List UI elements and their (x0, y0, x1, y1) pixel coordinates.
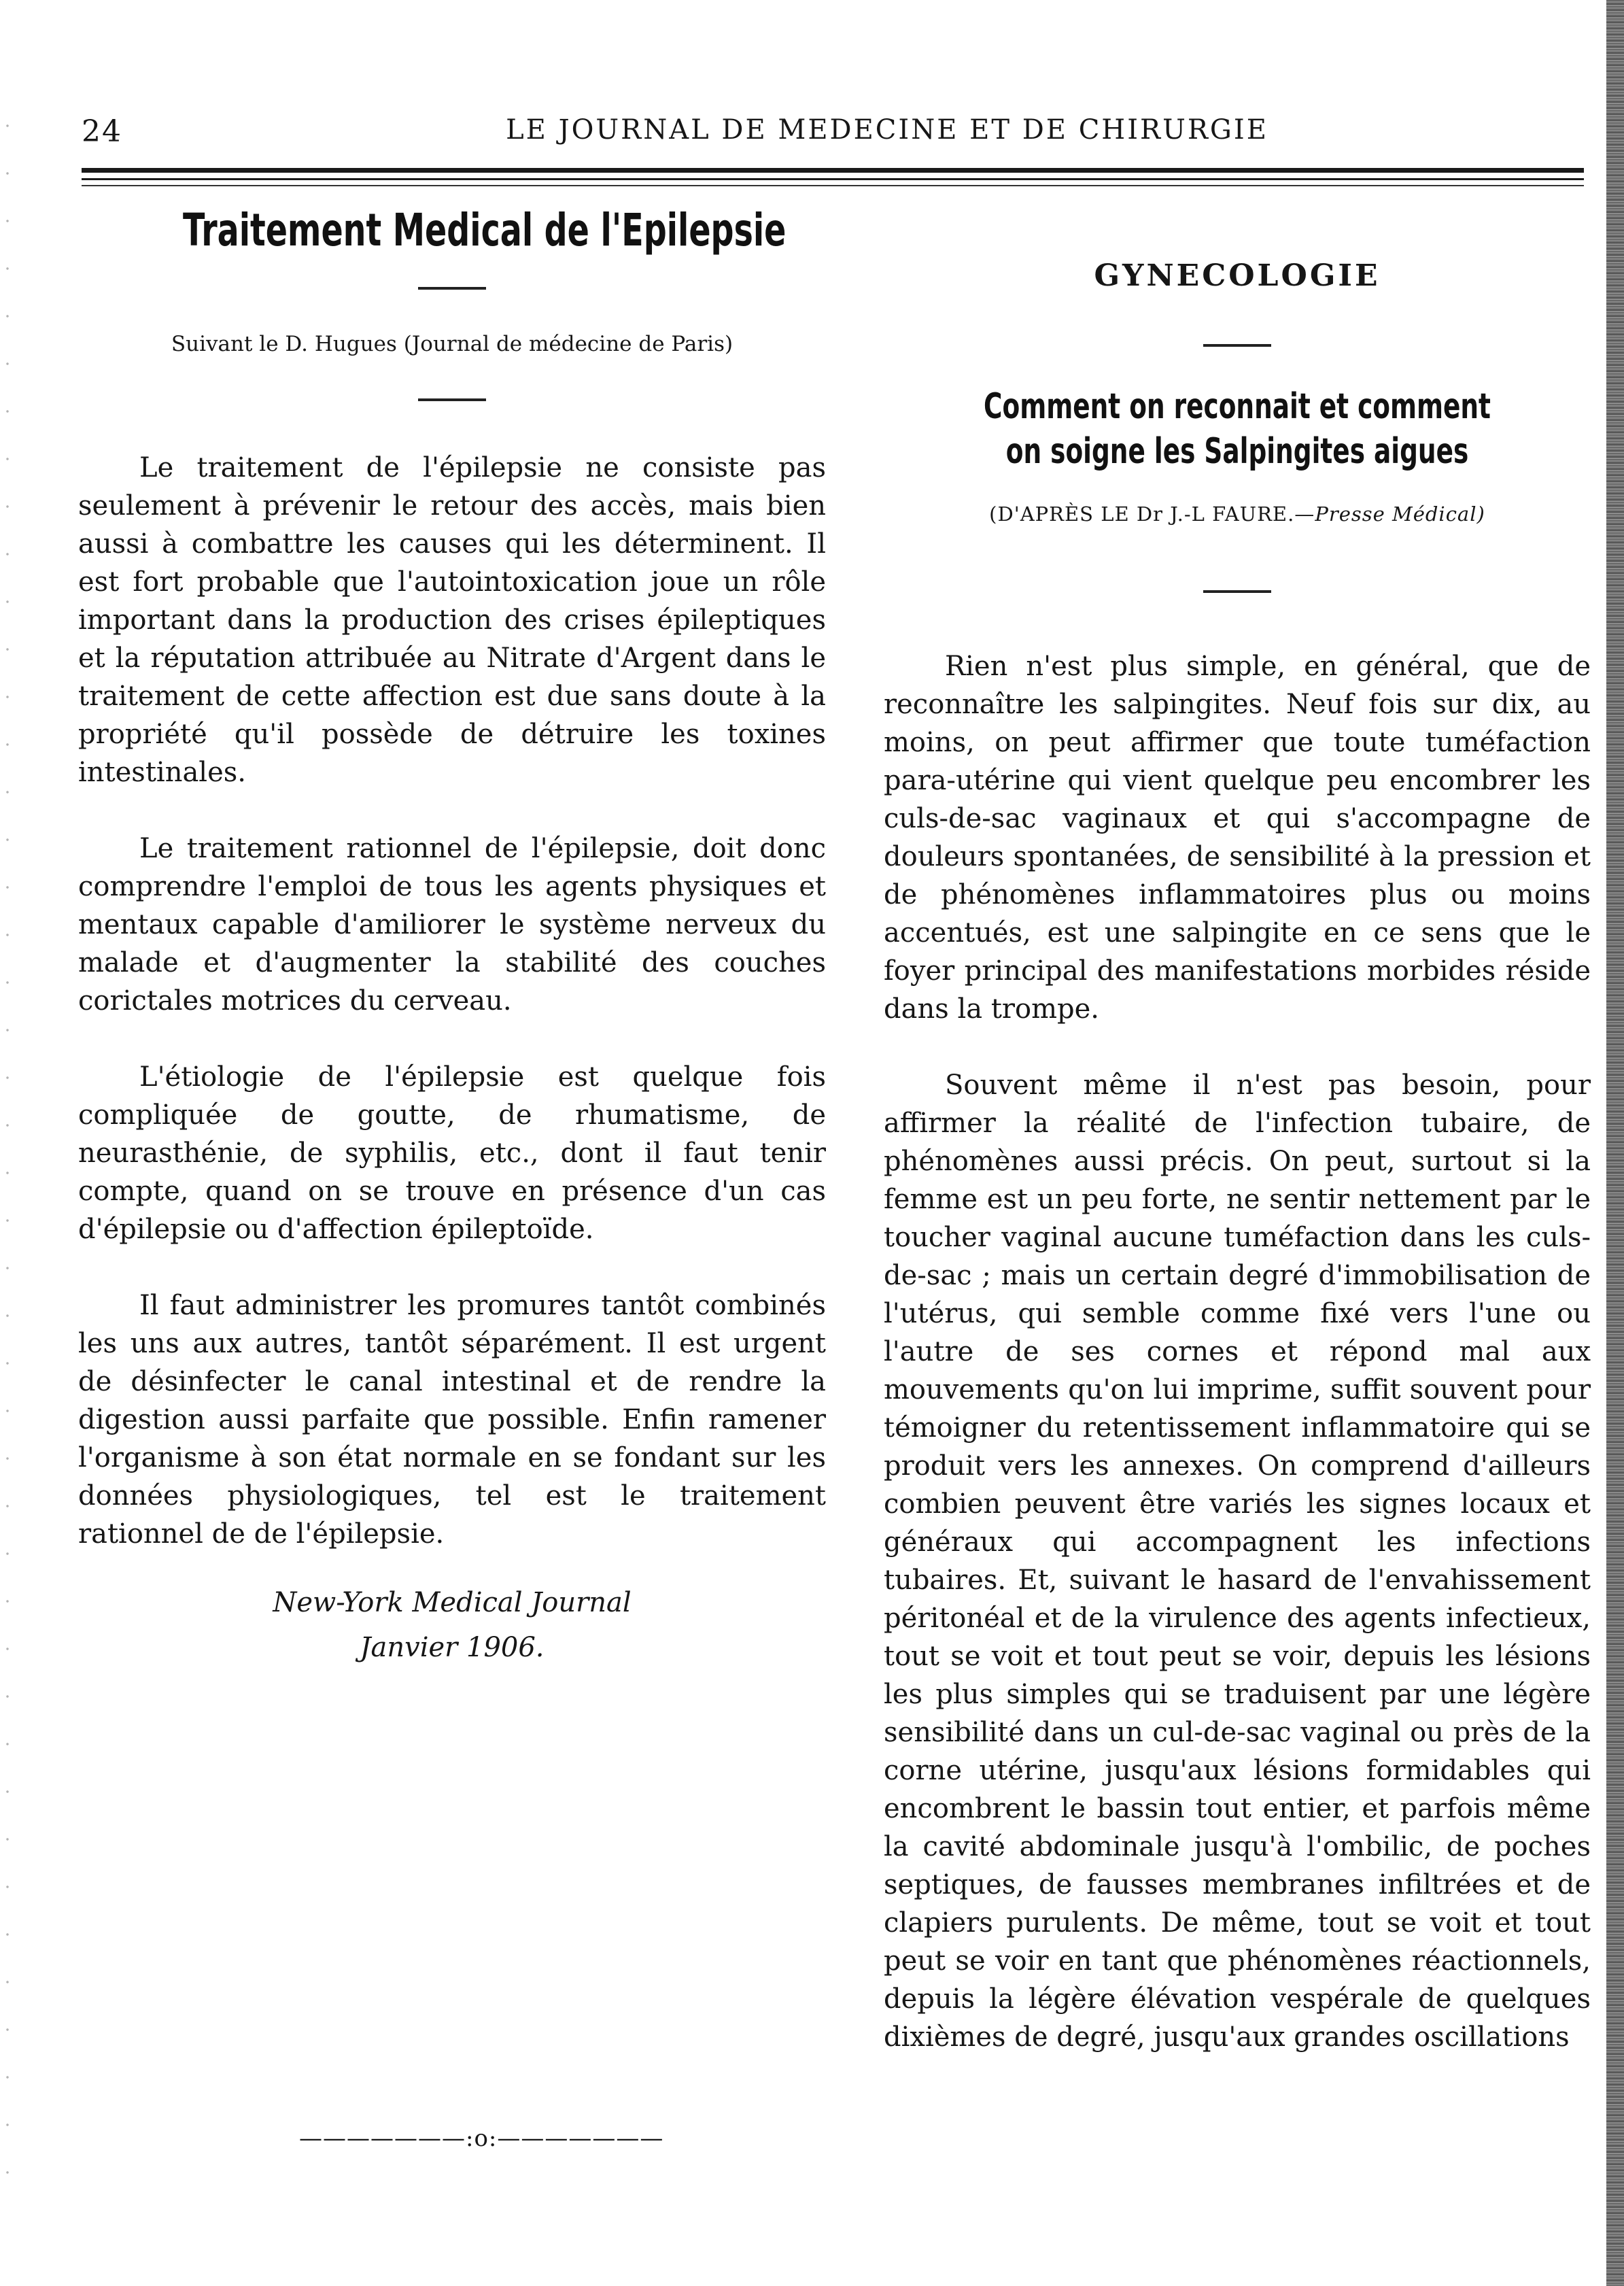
article-title: Traitement Medical de l'Epilepsie (182, 204, 787, 256)
article-subtitle: Suivant le D. Hugues (Journal de médecine de Paris) (171, 332, 733, 356)
article-title-line-2: on soigne les Salpingites aigues (1005, 431, 1469, 472)
header-rule-thin (82, 178, 1584, 180)
paragraph: L'étiologie de l'épilepsie est quelque fois compliquée de goutte, de rhumatisme, de neurasthénie, de syphilis, etc., dont il faut tenir compte, quand on se trouve en présence d'un cas d'épilepsie ou d'affection épileptoïde. (78, 1061, 826, 1245)
article-title-line-1: Comment on reconnait et comment (984, 386, 1491, 427)
page-header (78, 114, 1580, 155)
article-end-separator: ———————:o:——————— (299, 2125, 664, 2152)
scan-edge-right (1606, 0, 1624, 2286)
article-source (884, 502, 1591, 526)
source-date: Janvier 1906. (360, 1632, 545, 1663)
scan-edge-left (0, 102, 20, 2210)
paragraph: Souvent même il n'est pas besoin, pour affirmer la réalité de l'infection tubaire, de phénomènes aussi précis. On peut, surtout si la femme est un peu forte, ne sentir nettement par le toucher vaginal aucune tuméfaction dans les culs-de-sac ; mais un certain degré d'immobilisation de l'utérus, qui semble comme fixé vers l'une ou l'autre de ses cornes et répond mal aux mouvements qu'on lui imprime, suffit souvent pour témoigner du retentissement inflammatoire qui se produit vers les annexes. On comprend d'ailleurs combien peuvent être variés les signes locaux et généraux qui accompagnent les infections tubaires. Et, suivant le hasard de l'envahissement péritonéal et de la virulence des agents infectieux, tout se voit et tout peut se voir, depuis les lésions les plus simples qui se traduisent par une légère sensibilité dans un cul-de-sac vaginal ou près de la corne utérine, jusqu'aux lésions formidables qui encombrent le bassin tout entier, et parfois même la cavité abdominale jusqu'à l'ombilic, de poches septiques, de fausses membranes infiltrées et de clapiers purulents. De même, tout se voit et tout peut se voir en tant que phénomènes réactionnels, depuis la légère élévation vespérale de quelques dixièmes de degré, jusqu'aux grandes oscillations (884, 1070, 1591, 2053)
paragraph: Le traitement rationnel de l'épilepsie, doit donc comprendre l'emploi de tous les agents physiques et mentaux capable d'amiliorer le système nerveux du malade et d'augmenter la stabilité des couches corictales motrices du cerveau. (78, 833, 826, 1017)
header-rule-thick (82, 168, 1584, 173)
left-column (78, 204, 826, 1663)
header-rule-thin-secondary (82, 185, 1584, 186)
paragraph: Le traitement de l'épilepsie ne consiste pas seulement à prévenir le retour des accès, mais bien aussi à combattre les causes qui les déterminent. Il est fort probable que l'autointoxication joue un rôle important dans la production des crises épileptiques et la réputation attribuée au Nitrate d'Argent dans le traitement de cette affection est due sans doute à la propriété qu'il possède de détruire les toxines intestinales. (78, 452, 826, 788)
page-number: 24 (82, 114, 122, 149)
right-column (884, 258, 1591, 2056)
paragraph: Il faut administrer les promures tantôt combinés les uns aux autres, tantôt séparément. Il est urgent de désinfecter le canal intestinal et de rendre la digestion aussi parfaite que possible. Enfin ramener l'organisme à son état normale en se fondant sur les données physiologiques, tel est le traitement rationnel de de l'épilepsie. (78, 1290, 826, 1550)
section-heading: GYNECOLOGIE (1094, 258, 1381, 293)
source-journal-name: Presse Médical) (1315, 502, 1485, 526)
source-author: (D'APRÈS LE Dr J.-L FAURE.— (989, 502, 1315, 526)
journal-title: LE JOURNAL DE MEDECINE ET DE CHIRURGIE (506, 114, 1268, 146)
source-journal: New-York Medical Journal (273, 1587, 632, 1618)
paragraph: Rien n'est plus simple, en général, que de reconnaître les salpingites. Neuf fois sur dix, au moins, on peut affirmer que toute tuméfaction para-utérine qui vient quelque peu encombrer les culs-de-sac vaginaux et qui s'accompagne de douleurs spontanées, de sensibilité à la pression et de phénomènes inflammatoires plus ou moins accentués, est une salpingite en ce sens que le foyer principal des manifestations morbides réside dans la trompe. (884, 651, 1591, 1025)
